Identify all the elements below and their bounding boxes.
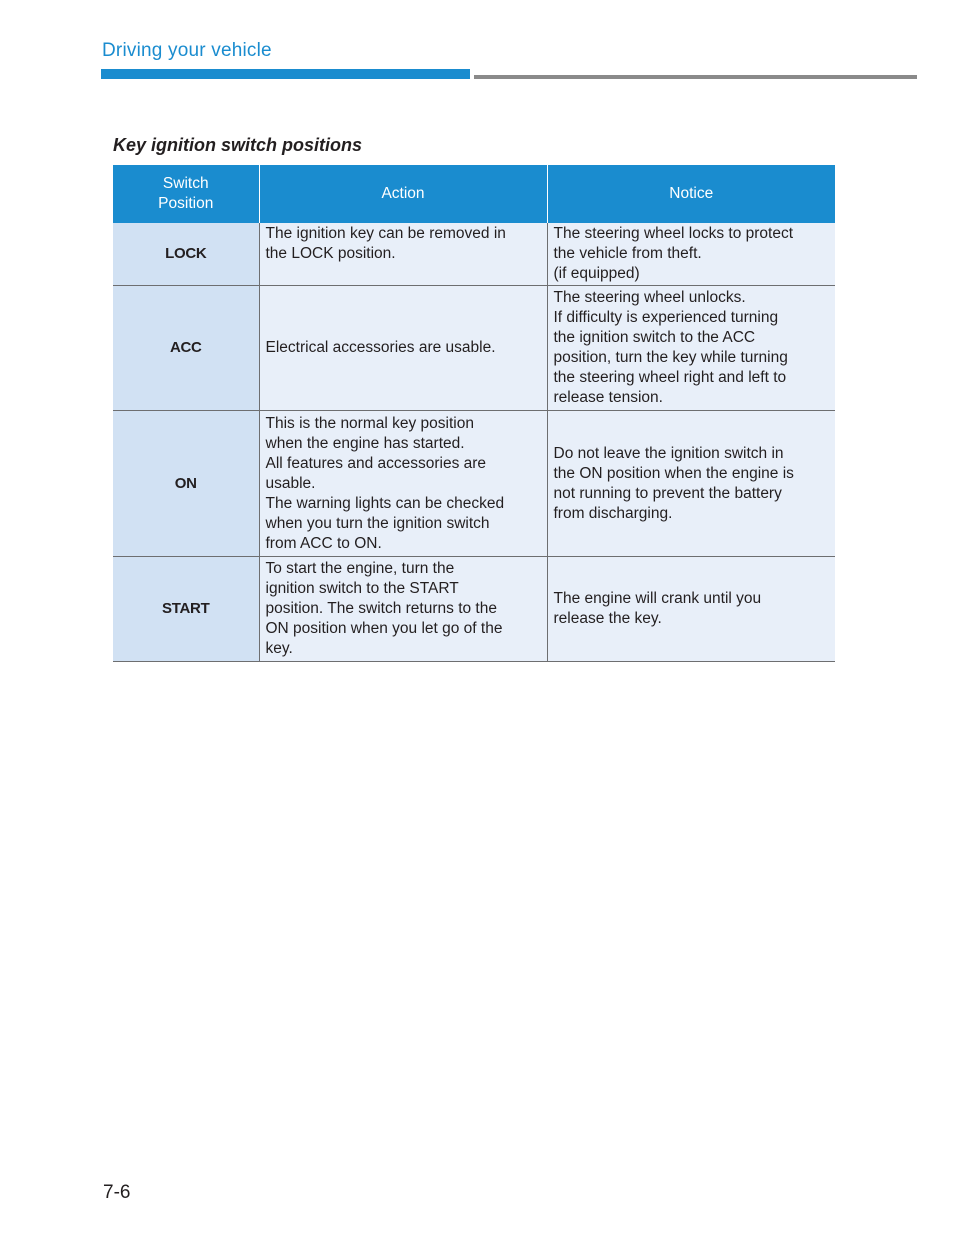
position-cell: ON — [113, 411, 259, 557]
column-header-switch-position: Switch Position — [113, 165, 259, 223]
header-rule-blue — [101, 69, 470, 79]
action-cell: The ignition key can be removed in the LOCK position. — [259, 223, 547, 286]
notice-cell: The steering wheel unlocks. If difficulty is experienced turning the ignition switch to the ACC position, turn the key while turning the steering wheel right and left to release tension. — [547, 286, 835, 411]
position-cell: ACC — [113, 286, 259, 411]
notice-cell: The engine will crank until you release the key. — [547, 557, 835, 662]
action-cell: Electrical accessories are usable. — [259, 286, 547, 411]
table-row-start — [113, 557, 835, 662]
column-header-action: Action — [259, 165, 547, 223]
action-cell: To start the engine, turn the ignition switch to the START position. The switch returns to the ON position when you let go of the key. — [259, 557, 547, 662]
table-row-acc — [113, 286, 835, 411]
position-cell: START — [113, 557, 259, 662]
column-header-notice: Notice — [547, 165, 835, 223]
table-header-row — [113, 165, 835, 223]
header-rule-gray — [474, 75, 917, 79]
table-row-lock — [113, 223, 835, 286]
ignition-positions-table — [113, 165, 835, 662]
action-cell: This is the normal key position when the engine has started. All features and accessories are usable. The warning lights can be checked when you turn the ignition switch from ACC to ON. — [259, 411, 547, 557]
section-title: Driving your vehicle — [102, 40, 272, 61]
table-heading: Key ignition switch positions — [113, 135, 363, 155]
position-cell: LOCK — [113, 223, 259, 286]
notice-cell: The steering wheel locks to protect the vehicle from theft. (if equipped) — [547, 223, 835, 286]
table-row-on — [113, 411, 835, 557]
notice-cell: Do not leave the ignition switch in the ON position when the engine is not running to prevent the battery from discharging. — [547, 411, 835, 557]
page-number: 7-6 — [103, 1182, 131, 1203]
